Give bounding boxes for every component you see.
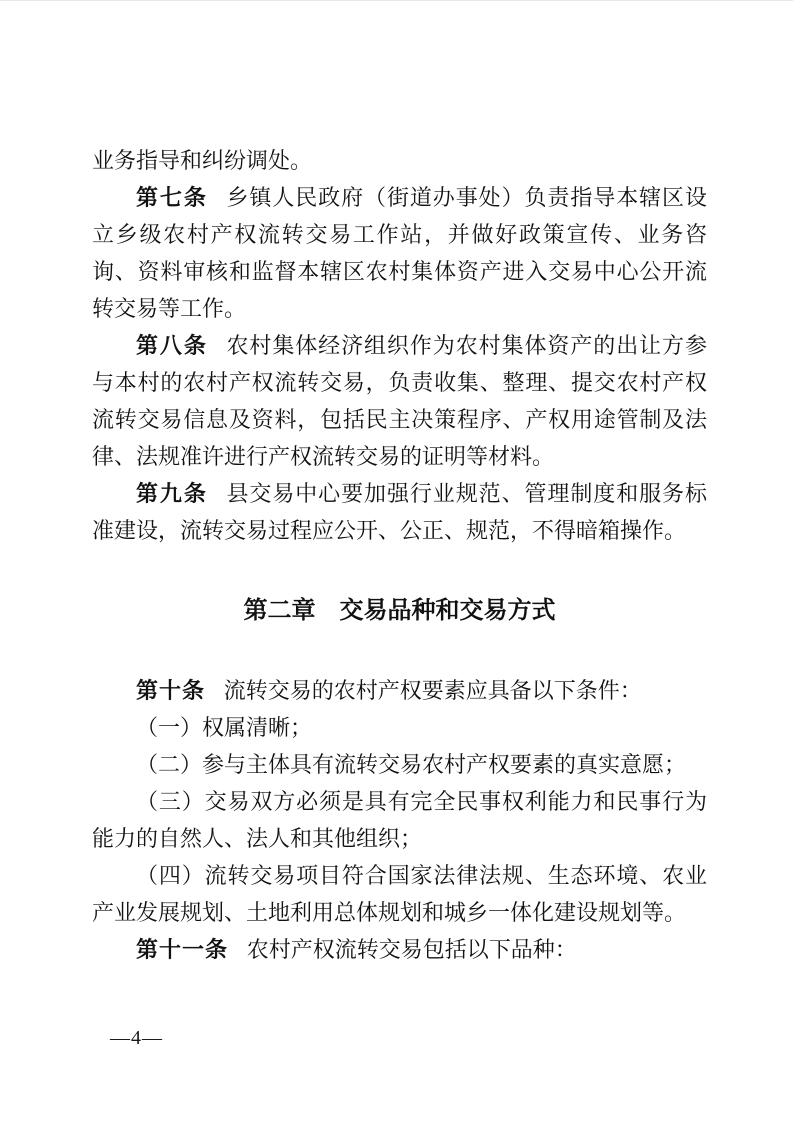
- article-10-item-2: （二）参与主体具有流转交易农村产权要素的真实意愿；: [136, 752, 687, 777]
- chapter-heading: 第二章 交易品种和交易方式: [243, 597, 556, 624]
- article-10-item-3: （三）交易双方必须是具有完全民事权利能力和民事行为能力的自然人、法人和其他组织；: [92, 789, 707, 851]
- article-10-paragraph: [92, 672, 707, 709]
- article-10-text: 流转交易的农村产权要素应具备以下条件：: [223, 678, 642, 703]
- article-11-paragraph: [92, 931, 707, 968]
- article-9-number: 第九条: [136, 481, 208, 506]
- article-11-number: 第十一条: [136, 937, 229, 962]
- article-7-text: 乡镇人民政府（街道办事处）负责指导本辖区设立乡级农村产权流转交易工作站，并做好政策宣传、业务咨询、资料审核和监督本辖区农村集体资产进入交易中心公开流转交易等工作。: [92, 185, 707, 321]
- article-9-paragraph: [92, 475, 707, 549]
- article-10-item-1: （一）权属清晰；: [136, 715, 313, 740]
- article-7-paragraph: [92, 179, 707, 327]
- article-11-text: 农村产权流转交易包括以下品种：: [246, 937, 577, 962]
- article-8-text: 农村集体经济组织作为农村集体资产的出让方参与本村的农村产权流转交易，负责收集、整理、提交农村产权流转交易信息及资料，包括民主决策程序、产权用途管制及法律、法规准许进行产权流转交易的证明等材料。: [92, 333, 707, 469]
- article-7-number: 第七条: [136, 185, 208, 210]
- paragraph-continuation: 业务指导和纠纷调处。: [92, 148, 313, 173]
- page-number: —4—: [110, 1027, 163, 1049]
- document-body: [0, 1, 793, 968]
- article-10-number: 第十条: [136, 678, 206, 703]
- article-8-number: 第八条: [136, 333, 208, 358]
- article-8-paragraph: [92, 327, 707, 475]
- article-9-text: 县交易中心要加强行业规范、管理制度和服务标准建设，流转交易过程应公开、公正、规范，不得暗箱操作。: [92, 481, 707, 543]
- article-10-item-4: （四）流转交易项目符合国家法律法规、生态环境、农业产业发展规划、土地利用总体规划和城乡一体化建设规划等。: [92, 863, 707, 925]
